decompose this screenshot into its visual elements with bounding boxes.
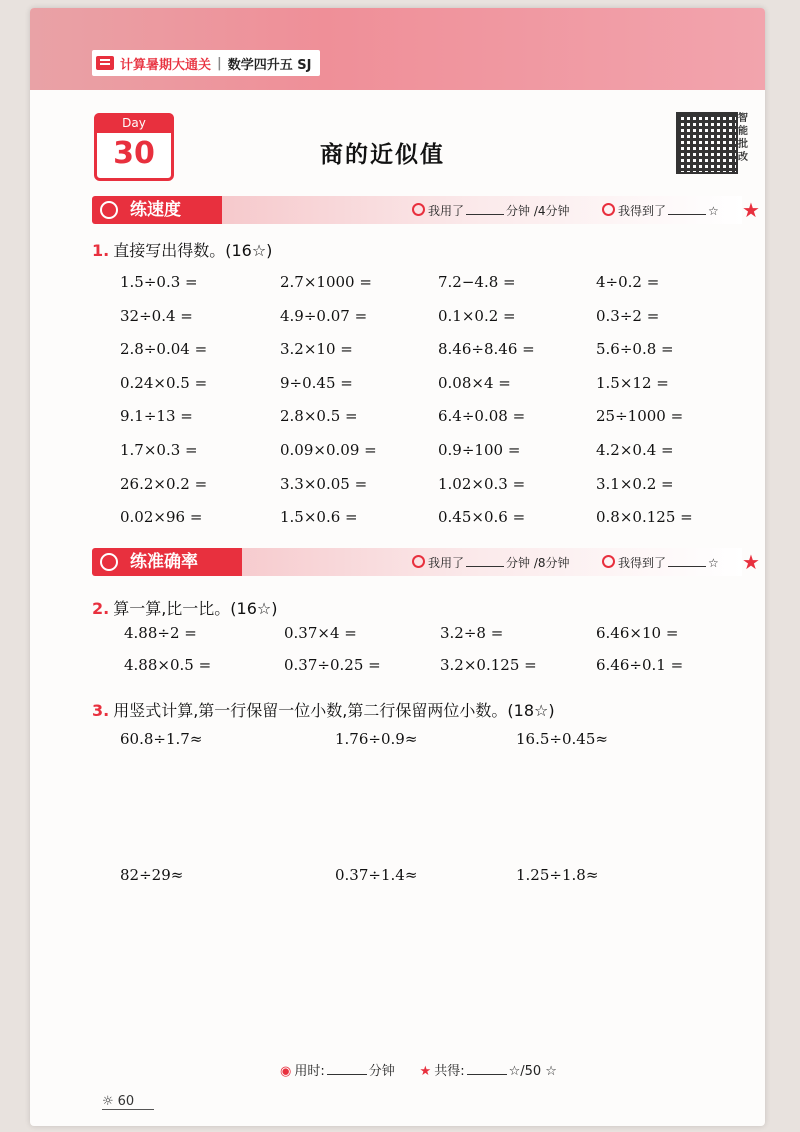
problem-cell[interactable]: 3.3×0.05 = [280, 474, 368, 493]
stars-got-field: 我得到了 ☆ [602, 202, 719, 219]
target-icon [100, 553, 118, 571]
question-2-title: 2. 算一算,比一比。(16☆) [92, 599, 278, 618]
star-icon: ★ [742, 198, 760, 222]
problem-cell[interactable]: 3.2÷8 = [440, 624, 504, 642]
problem-cell[interactable]: 0.08×4 = [438, 373, 511, 392]
check-icon [602, 203, 615, 216]
sun-icon: ☼ [102, 1094, 114, 1109]
clock-icon: ◉ [280, 1064, 292, 1079]
problem-cell[interactable]: 4÷0.2 = [596, 273, 660, 291]
problem-cell[interactable]: 3.1×0.2 = [596, 474, 674, 493]
book-icon [96, 56, 114, 70]
problem-cell[interactable]: 2.8÷0.04 = [120, 340, 208, 359]
stars-got-field-2: 我得到了 ☆ [602, 554, 719, 571]
total-score-blank[interactable] [467, 1074, 507, 1075]
problem-cell[interactable]: 4.9÷0.07 = [280, 306, 368, 325]
time-used-field-2: 我用了 分钟 /8分钟 [412, 554, 570, 571]
top-decorative-strip [30, 8, 765, 90]
problem-cell[interactable]: 1.7×0.3 = [120, 441, 198, 459]
star-icon: ★ [742, 550, 760, 574]
section-accuracy-title: 练准确率 [92, 548, 242, 576]
qr-label: 智能批改 [738, 113, 748, 163]
problem-cell[interactable]: 0.09×0.09 = [280, 441, 377, 459]
problem-cell[interactable]: 1.02×0.3 = [438, 474, 526, 493]
problem-cell[interactable]: 8.46÷8.46 = [438, 340, 535, 359]
time-blank[interactable] [466, 214, 504, 215]
day-label: Day [94, 113, 174, 133]
problem-cell[interactable]: 6.46×10 = [596, 624, 679, 642]
problem-cell[interactable]: 0.02×96 = [120, 508, 203, 527]
problem-cell[interactable]: 5.6÷0.8 = [596, 340, 674, 359]
problem-cell[interactable]: 1.5×12 = [596, 373, 669, 392]
star-icon: ★ [419, 1064, 432, 1079]
clock-icon [412, 203, 425, 216]
section-accuracy-bar [92, 548, 760, 576]
problem-cell[interactable]: 0.8×0.125 = [596, 508, 693, 527]
problem-cell[interactable]: 0.1×0.2 = [438, 306, 516, 325]
problem-cell[interactable]: 6.46÷0.1 = [596, 656, 684, 674]
problem-cell[interactable]: 4.88×0.5 = [124, 656, 212, 674]
series-title: 计算暑期大通关 [120, 57, 212, 73]
problem-cell[interactable]: 16.5÷0.45≈ [516, 730, 608, 748]
time-blank-2[interactable] [466, 566, 504, 567]
problem-cell[interactable]: 3.2×10 = [280, 340, 353, 359]
page-number: ☼ 60 [102, 1094, 154, 1110]
page-footer: ◉ 用时: 分钟 ★ 共得: ☆/50 ☆ [280, 1064, 557, 1079]
section-speed-bar [92, 196, 760, 224]
problem-cell[interactable]: 0.24×0.5 = [120, 373, 208, 392]
problem-cell[interactable]: 9.1÷13 = [120, 407, 193, 426]
problem-cell[interactable]: 0.37÷1.4≈ [335, 866, 418, 884]
problem-cell[interactable]: 3.2×0.125 = [440, 656, 537, 674]
day-number: 30 [113, 136, 155, 171]
problem-cell[interactable]: 0.45×0.6 = [438, 508, 526, 527]
problem-cell[interactable]: 1.5÷0.3 = [120, 273, 198, 291]
problem-cell[interactable]: 2.7×1000 = [280, 273, 372, 291]
header-separator: | [217, 55, 222, 71]
problem-cell[interactable]: 4.88÷2 = [124, 624, 197, 642]
workbook-page [30, 8, 765, 1126]
stars-blank-2[interactable] [668, 566, 706, 567]
day-badge [94, 113, 174, 181]
time-used-field: 我用了 分钟 /4分钟 [412, 202, 570, 219]
problem-cell[interactable]: 1.25÷1.8≈ [516, 866, 599, 884]
problem-cell[interactable]: 2.8×0.5 = [280, 407, 358, 426]
series-header [92, 50, 320, 76]
problem-cell[interactable]: 0.9÷100 = [438, 441, 521, 459]
problem-cell[interactable]: 0.37÷0.25 = [284, 656, 381, 674]
problem-cell[interactable]: 6.4÷0.08 = [438, 407, 526, 426]
problem-cell[interactable]: 7.2−4.8 = [438, 273, 516, 291]
question-3-title: 3. 用竖式计算,第一行保留一位小数,第二行保留两位小数。(18☆) [92, 701, 555, 720]
problem-cell[interactable]: 32÷0.4 = [120, 306, 193, 325]
problem-cell[interactable]: 9÷0.45 = [280, 373, 353, 392]
stars-blank[interactable] [668, 214, 706, 215]
problem-cell[interactable]: 82÷29≈ [120, 866, 184, 884]
qr-code[interactable] [676, 112, 738, 174]
stopwatch-icon [100, 201, 118, 219]
clock-icon [412, 555, 425, 568]
problem-cell[interactable]: 26.2×0.2 = [120, 474, 208, 493]
problem-cell[interactable]: 0.37×4 = [284, 624, 357, 642]
page-title: 商的近似值 [320, 142, 445, 168]
problem-cell[interactable]: 1.5×0.6 = [280, 508, 358, 527]
grade-label: 数学四升五 SJ [227, 57, 312, 73]
total-time-blank[interactable] [327, 1074, 367, 1075]
problem-cell[interactable]: 1.76÷0.9≈ [335, 730, 418, 748]
problem-cell[interactable]: 60.8÷1.7≈ [120, 730, 203, 748]
problem-cell[interactable]: 25÷1000 = [596, 407, 684, 426]
section-speed-title: 练速度 [92, 196, 222, 224]
problem-cell[interactable]: 4.2×0.4 = [596, 441, 674, 459]
check-icon [602, 555, 615, 568]
problem-cell[interactable]: 0.3÷2 = [596, 306, 660, 325]
question-1-title: 1. 直接写出得数。(16☆) [92, 241, 273, 260]
